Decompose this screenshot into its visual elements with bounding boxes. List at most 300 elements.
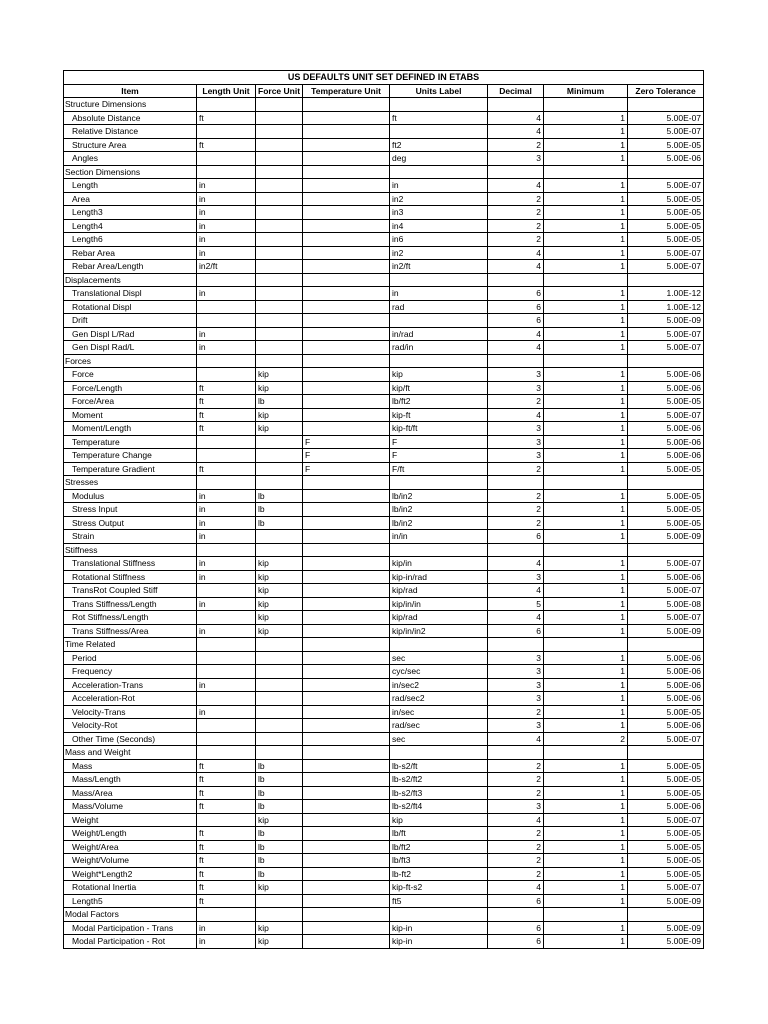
units-label-cell: rad/sec (390, 719, 488, 733)
zero-tolerance-cell: 5.00E-09 (628, 935, 704, 949)
zero-tolerance-cell: 5.00E-05 (628, 516, 704, 530)
zero-tolerance-cell: 5.00E-06 (628, 152, 704, 166)
empty-cell (544, 476, 628, 490)
minimum-cell: 1 (544, 152, 628, 166)
minimum-cell: 1 (544, 881, 628, 895)
zero-tolerance-cell: 5.00E-07 (628, 125, 704, 139)
units-label-cell: lb/ft2 (390, 840, 488, 854)
item-cell: Length3 (64, 206, 197, 220)
temperature-unit-cell (303, 219, 390, 233)
empty-cell (197, 98, 256, 112)
minimum-cell: 1 (544, 246, 628, 260)
minimum-cell: 1 (544, 584, 628, 598)
minimum-cell: 1 (544, 570, 628, 584)
header-row (64, 84, 704, 98)
force-unit-cell (256, 206, 303, 220)
force-unit-cell (256, 665, 303, 679)
decimal-cell: 3 (488, 422, 544, 436)
units-label-cell: deg (390, 152, 488, 166)
empty-cell (303, 273, 390, 287)
decimal-cell: 6 (488, 287, 544, 301)
empty-cell (390, 165, 488, 179)
zero-tolerance-cell: 1.00E-12 (628, 300, 704, 314)
length-unit-cell: in (197, 246, 256, 260)
item-cell: Stress Output (64, 516, 197, 530)
item-cell: Rotational Stiffness (64, 570, 197, 584)
item-cell: Weight*Length2 (64, 867, 197, 881)
minimum-cell: 1 (544, 192, 628, 206)
minimum-cell: 1 (544, 287, 628, 301)
length-unit-cell: in (197, 935, 256, 949)
force-unit-cell (256, 705, 303, 719)
table-row (64, 489, 704, 503)
item-cell: Moment/Length (64, 422, 197, 436)
length-unit-cell: in (197, 557, 256, 571)
length-unit-cell: in (197, 192, 256, 206)
temperature-unit-cell (303, 665, 390, 679)
minimum-cell: 1 (544, 125, 628, 139)
force-unit-cell (256, 719, 303, 733)
item-cell: Rotational Displ (64, 300, 197, 314)
force-unit-cell: lb (256, 759, 303, 773)
force-unit-cell: lb (256, 516, 303, 530)
units-label-cell: sec (390, 732, 488, 746)
temperature-unit-cell (303, 624, 390, 638)
force-unit-cell (256, 692, 303, 706)
units-label-cell: lb/ft (390, 827, 488, 841)
units-label-cell: sec (390, 651, 488, 665)
minimum-cell: 1 (544, 111, 628, 125)
item-cell: Structure Area (64, 138, 197, 152)
decimal-cell: 4 (488, 125, 544, 139)
units-label-cell: lb/ft3 (390, 854, 488, 868)
empty-cell (390, 543, 488, 557)
units-label-cell: in/sec2 (390, 678, 488, 692)
temperature-unit-cell (303, 422, 390, 436)
table-row (64, 395, 704, 409)
minimum-cell: 1 (544, 179, 628, 193)
table-row (64, 692, 704, 706)
zero-tolerance-cell: 5.00E-07 (628, 732, 704, 746)
minimum-cell: 1 (544, 327, 628, 341)
units-label-cell: kip/ft (390, 381, 488, 395)
item-cell: Absolute Distance (64, 111, 197, 125)
force-unit-cell (256, 260, 303, 274)
minimum-cell: 1 (544, 449, 628, 463)
decimal-cell: 6 (488, 935, 544, 949)
units-label-cell: lb/in2 (390, 516, 488, 530)
length-unit-cell: ft (197, 854, 256, 868)
units-label-cell: lb-s2/ft (390, 759, 488, 773)
table-row (64, 381, 704, 395)
minimum-cell: 1 (544, 840, 628, 854)
item-cell: Modal Participation - Trans (64, 921, 197, 935)
decimal-cell: 3 (488, 719, 544, 733)
length-unit-cell: ft (197, 894, 256, 908)
item-cell: Rot Stiffness/Length (64, 611, 197, 625)
force-unit-cell (256, 138, 303, 152)
decimal-cell: 3 (488, 152, 544, 166)
units-label-cell: kip/in (390, 557, 488, 571)
length-unit-cell (197, 732, 256, 746)
minimum-cell: 1 (544, 719, 628, 733)
units-label-cell: F (390, 449, 488, 463)
minimum-cell: 1 (544, 651, 628, 665)
temperature-unit-cell (303, 192, 390, 206)
minimum-cell: 1 (544, 138, 628, 152)
decimal-cell: 3 (488, 692, 544, 706)
force-unit-cell: lb (256, 827, 303, 841)
force-unit-cell (256, 678, 303, 692)
temperature-unit-cell (303, 894, 390, 908)
item-cell: Gen Displ L/Rad (64, 327, 197, 341)
empty-cell (303, 746, 390, 760)
units-table (63, 70, 704, 949)
units-label-cell: in (390, 287, 488, 301)
units-label-cell: kip/rad (390, 584, 488, 598)
units-label-cell: lb/ft2 (390, 395, 488, 409)
length-unit-cell (197, 152, 256, 166)
units-label-cell (390, 125, 488, 139)
item-cell: Stress Input (64, 503, 197, 517)
empty-cell (303, 476, 390, 490)
zero-tolerance-cell: 5.00E-07 (628, 111, 704, 125)
table-row (64, 651, 704, 665)
zero-tolerance-cell: 5.00E-05 (628, 219, 704, 233)
table-row (64, 759, 704, 773)
zero-tolerance-cell: 5.00E-06 (628, 719, 704, 733)
units-label-cell: kip-in (390, 921, 488, 935)
length-unit-cell: in (197, 530, 256, 544)
force-unit-cell: lb (256, 773, 303, 787)
zero-tolerance-cell: 5.00E-05 (628, 773, 704, 787)
group-label: Section Dimensions (64, 165, 197, 179)
temperature-unit-cell (303, 179, 390, 193)
minimum-cell: 1 (544, 800, 628, 814)
zero-tolerance-cell: 5.00E-06 (628, 678, 704, 692)
empty-cell (628, 638, 704, 652)
zero-tolerance-cell: 5.00E-06 (628, 570, 704, 584)
minimum-cell: 1 (544, 381, 628, 395)
decimal-cell: 2 (488, 705, 544, 719)
table-row (64, 219, 704, 233)
item-cell: Weight/Volume (64, 854, 197, 868)
units-label-cell: in6 (390, 233, 488, 247)
temperature-unit-cell (303, 678, 390, 692)
item-cell: Weight/Length (64, 827, 197, 841)
empty-cell (303, 908, 390, 922)
force-unit-cell (256, 894, 303, 908)
table-row (64, 611, 704, 625)
temperature-unit-cell (303, 800, 390, 814)
units-label-cell: in4 (390, 219, 488, 233)
temperature-unit-cell (303, 530, 390, 544)
table-row (64, 854, 704, 868)
table-row (64, 800, 704, 814)
empty-cell (197, 273, 256, 287)
header-decimal: Decimal (488, 84, 544, 98)
empty-cell (256, 908, 303, 922)
temperature-unit-cell (303, 206, 390, 220)
temperature-unit-cell (303, 759, 390, 773)
length-unit-cell: ft (197, 840, 256, 854)
empty-cell (628, 273, 704, 287)
table-row (64, 503, 704, 517)
table-row (64, 435, 704, 449)
minimum-cell: 1 (544, 813, 628, 827)
item-cell: Moment (64, 408, 197, 422)
group-label: Time Related (64, 638, 197, 652)
empty-cell (390, 638, 488, 652)
decimal-cell: 3 (488, 800, 544, 814)
minimum-cell: 1 (544, 314, 628, 328)
force-unit-cell: kip (256, 368, 303, 382)
units-label-cell: in/rad (390, 327, 488, 341)
zero-tolerance-cell: 5.00E-07 (628, 557, 704, 571)
minimum-cell: 1 (544, 395, 628, 409)
zero-tolerance-cell: 5.00E-05 (628, 489, 704, 503)
decimal-cell: 4 (488, 246, 544, 260)
empty-cell (303, 354, 390, 368)
empty-cell (390, 98, 488, 112)
table-row (64, 314, 704, 328)
zero-tolerance-cell: 5.00E-06 (628, 651, 704, 665)
zero-tolerance-cell: 5.00E-07 (628, 813, 704, 827)
decimal-cell: 2 (488, 759, 544, 773)
header-force-unit: Force Unit (256, 84, 303, 98)
decimal-cell: 6 (488, 300, 544, 314)
temperature-unit-cell (303, 611, 390, 625)
length-unit-cell (197, 611, 256, 625)
zero-tolerance-cell: 5.00E-05 (628, 705, 704, 719)
force-unit-cell (256, 732, 303, 746)
table-row (64, 233, 704, 247)
decimal-cell: 3 (488, 435, 544, 449)
temperature-unit-cell (303, 773, 390, 787)
temperature-unit-cell (303, 152, 390, 166)
table-row (64, 624, 704, 638)
table-row (64, 422, 704, 436)
decimal-cell: 2 (488, 233, 544, 247)
group-label: Stresses (64, 476, 197, 490)
table-row (64, 516, 704, 530)
decimal-cell: 5 (488, 597, 544, 611)
zero-tolerance-cell: 5.00E-05 (628, 138, 704, 152)
zero-tolerance-cell: 5.00E-05 (628, 206, 704, 220)
decimal-cell: 3 (488, 651, 544, 665)
table-row (64, 584, 704, 598)
length-unit-cell: ft (197, 408, 256, 422)
empty-cell (197, 638, 256, 652)
decimal-cell: 2 (488, 786, 544, 800)
item-cell: Rebar Area (64, 246, 197, 260)
item-cell: Modulus (64, 489, 197, 503)
table-row (64, 665, 704, 679)
table-row (64, 678, 704, 692)
force-unit-cell: kip (256, 921, 303, 935)
temperature-unit-cell (303, 233, 390, 247)
temperature-unit-cell (303, 597, 390, 611)
empty-cell (303, 543, 390, 557)
decimal-cell: 2 (488, 192, 544, 206)
temperature-unit-cell (303, 651, 390, 665)
length-unit-cell: in (197, 179, 256, 193)
empty-cell (488, 354, 544, 368)
empty-cell (303, 638, 390, 652)
force-unit-cell: kip (256, 408, 303, 422)
table-row (64, 719, 704, 733)
units-label-cell: kip-in/rad (390, 570, 488, 584)
temperature-unit-cell (303, 935, 390, 949)
group-label: Displacements (64, 273, 197, 287)
item-cell: Acceleration-Rot (64, 692, 197, 706)
decimal-cell: 4 (488, 881, 544, 895)
length-unit-cell: in (197, 921, 256, 935)
minimum-cell: 1 (544, 530, 628, 544)
table-row (64, 827, 704, 841)
temperature-unit-cell (303, 692, 390, 706)
temperature-unit-cell (303, 408, 390, 422)
item-cell: Weight (64, 813, 197, 827)
table-row (64, 867, 704, 881)
units-label-cell: in (390, 179, 488, 193)
decimal-cell: 2 (488, 840, 544, 854)
force-unit-cell (256, 152, 303, 166)
length-unit-cell (197, 125, 256, 139)
empty-cell (628, 98, 704, 112)
temperature-unit-cell (303, 111, 390, 125)
table-row (64, 732, 704, 746)
temperature-unit-cell (303, 786, 390, 800)
length-unit-cell: ft (197, 881, 256, 895)
minimum-cell: 1 (544, 503, 628, 517)
item-cell: Translational Stiffness (64, 557, 197, 571)
length-unit-cell: in (197, 489, 256, 503)
length-unit-cell: in (197, 570, 256, 584)
table-row (64, 921, 704, 935)
units-label-cell (390, 314, 488, 328)
table-row (64, 287, 704, 301)
units-label-cell: ft (390, 111, 488, 125)
item-cell: Acceleration-Trans (64, 678, 197, 692)
zero-tolerance-cell: 5.00E-09 (628, 894, 704, 908)
item-cell: Period (64, 651, 197, 665)
force-unit-cell (256, 327, 303, 341)
force-unit-cell: lb (256, 786, 303, 800)
table-row (64, 246, 704, 260)
force-unit-cell: lb (256, 867, 303, 881)
temperature-unit-cell (303, 732, 390, 746)
minimum-cell: 1 (544, 408, 628, 422)
length-unit-cell: in (197, 327, 256, 341)
group-label: Stiffness (64, 543, 197, 557)
length-unit-cell: in (197, 516, 256, 530)
item-cell: Temperature Change (64, 449, 197, 463)
temperature-unit-cell (303, 260, 390, 274)
decimal-cell: 4 (488, 341, 544, 355)
temperature-unit-cell (303, 854, 390, 868)
force-unit-cell (256, 233, 303, 247)
length-unit-cell (197, 719, 256, 733)
item-cell: Modal Participation - Rot (64, 935, 197, 949)
item-cell: Angles (64, 152, 197, 166)
length-unit-cell: ft (197, 111, 256, 125)
table-row (64, 192, 704, 206)
temperature-unit-cell (303, 287, 390, 301)
force-unit-cell (256, 314, 303, 328)
zero-tolerance-cell: 5.00E-06 (628, 422, 704, 436)
decimal-cell: 2 (488, 206, 544, 220)
decimal-cell: 3 (488, 570, 544, 584)
empty-cell (488, 908, 544, 922)
zero-tolerance-cell: 5.00E-09 (628, 921, 704, 935)
force-unit-cell: lb (256, 489, 303, 503)
force-unit-cell (256, 341, 303, 355)
zero-tolerance-cell: 5.00E-05 (628, 462, 704, 476)
decimal-cell: 6 (488, 530, 544, 544)
length-unit-cell: in (197, 233, 256, 247)
decimal-cell: 2 (488, 138, 544, 152)
empty-cell (390, 746, 488, 760)
units-label-cell: kip-ft (390, 408, 488, 422)
table-row (64, 813, 704, 827)
empty-cell (197, 165, 256, 179)
length-unit-cell: ft (197, 381, 256, 395)
zero-tolerance-cell: 5.00E-08 (628, 597, 704, 611)
units-label-cell: rad/in (390, 341, 488, 355)
zero-tolerance-cell: 5.00E-05 (628, 759, 704, 773)
minimum-cell: 1 (544, 611, 628, 625)
table-row (64, 570, 704, 584)
temperature-unit-cell (303, 881, 390, 895)
force-unit-cell: lb (256, 503, 303, 517)
table-row (64, 206, 704, 220)
force-unit-cell: kip (256, 935, 303, 949)
force-unit-cell (256, 530, 303, 544)
temperature-unit-cell (303, 503, 390, 517)
units-label-cell: lb-s2/ft4 (390, 800, 488, 814)
empty-cell (256, 746, 303, 760)
temperature-unit-cell (303, 314, 390, 328)
minimum-cell: 1 (544, 665, 628, 679)
length-unit-cell: in2/ft (197, 260, 256, 274)
temperature-unit-cell (303, 138, 390, 152)
units-label-cell: kip (390, 368, 488, 382)
minimum-cell: 1 (544, 341, 628, 355)
minimum-cell: 1 (544, 759, 628, 773)
force-unit-cell: kip (256, 881, 303, 895)
length-unit-cell (197, 692, 256, 706)
zero-tolerance-cell: 5.00E-07 (628, 611, 704, 625)
length-unit-cell: ft (197, 773, 256, 787)
header-units-label: Units Label (390, 84, 488, 98)
empty-cell (256, 98, 303, 112)
zero-tolerance-cell: 5.00E-07 (628, 260, 704, 274)
table-row (64, 557, 704, 571)
item-cell: Area (64, 192, 197, 206)
units-label-cell: kip/in/in2 (390, 624, 488, 638)
zero-tolerance-cell: 1.00E-12 (628, 287, 704, 301)
item-cell: Velocity-Rot (64, 719, 197, 733)
units-label-cell: rad (390, 300, 488, 314)
table-row (64, 705, 704, 719)
zero-tolerance-cell: 5.00E-05 (628, 503, 704, 517)
decimal-cell: 6 (488, 894, 544, 908)
minimum-cell: 1 (544, 462, 628, 476)
empty-cell (390, 476, 488, 490)
temperature-unit-cell (303, 516, 390, 530)
table-row (64, 300, 704, 314)
